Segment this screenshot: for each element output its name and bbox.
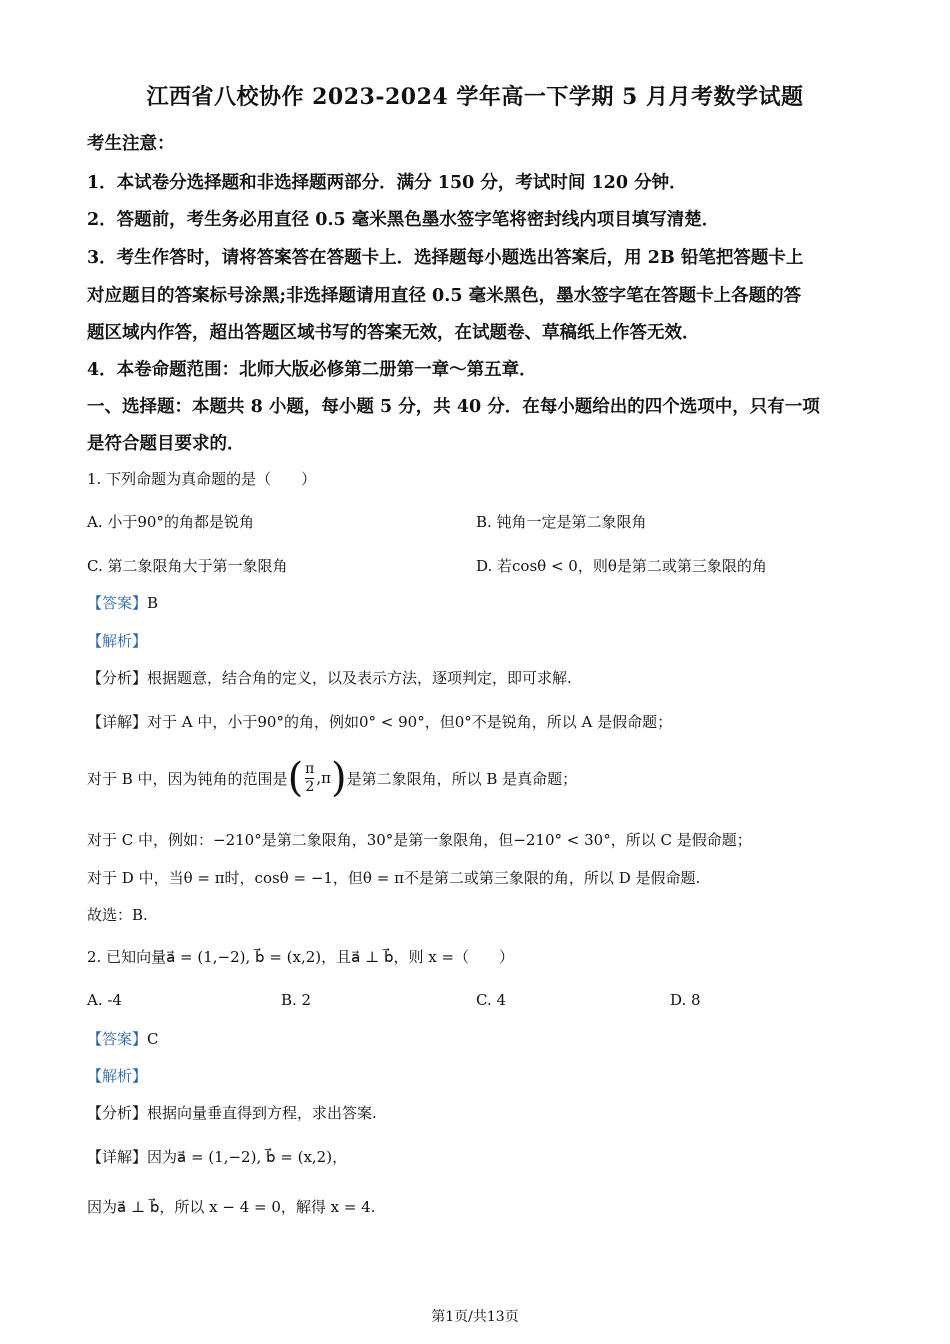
q2-xiangjie: 因为a⃗ = (1,−2), b⃗ = (x,2)， bbox=[147, 1148, 348, 1166]
notice-1: 1．本试卷分选择题和非选择题两部分．满分 150 分，考试时间 120 分钟． bbox=[87, 173, 687, 193]
left-paren: ( bbox=[287, 755, 304, 801]
notice-3-cont-2: 题区域内作答，超出答题区域书写的答案无效，在试题卷、草稿纸上作答无效． bbox=[87, 323, 700, 343]
q1-line-d: 对于 D 中，当θ = π时，cosθ = −1，但θ = π不是第二或第三象限的角，所以 D 是假命题. bbox=[87, 869, 701, 887]
q2-answer-line bbox=[87, 1028, 159, 1049]
q1-answer: B bbox=[147, 594, 159, 612]
q2-conclusion: 因为a⃗ ⊥ b⃗，所以 x − 4 = 0，解得 x = 4. bbox=[87, 1198, 376, 1216]
q1-answer-line bbox=[87, 592, 158, 613]
q1-fenxi: 根据题意，结合角的定义，以及表示方法，逐项判定，即可求解. bbox=[147, 669, 572, 687]
page-footer: 第1页/共13页 bbox=[431, 1309, 519, 1325]
q2-answer: C bbox=[147, 1030, 159, 1048]
q1-conclusion: 故选：B. bbox=[87, 906, 148, 924]
fraction-pi-over-2 bbox=[305, 761, 314, 794]
xiangjie-tag: 【详解】 bbox=[87, 713, 148, 731]
section-heading-cont: 是符合题目要求的． bbox=[87, 434, 245, 454]
q2-fenxi-line bbox=[87, 1102, 377, 1123]
q1-xiangjie-line bbox=[87, 711, 672, 732]
fenxi-tag: 【分析】 bbox=[87, 1104, 148, 1122]
q1-line-b-post: 是第二象限角，所以 B 是真命题； bbox=[346, 769, 578, 788]
q1-option-d: D. 若cosθ < 0，则θ是第二或第三象限的角 bbox=[476, 557, 767, 575]
q1-line-b-pre: 对于 B 中，因为钝角的范围是 bbox=[87, 769, 288, 788]
q2-option-d: D. 8 bbox=[670, 991, 701, 1009]
fraction-denominator: 2 bbox=[305, 778, 315, 795]
q1-xiangjie-a: 对于 A 中，小于90°的角，例如0° < 90°，但0°不是锐角，所以 A 是假命题； bbox=[147, 713, 673, 731]
notice-4: 4．本卷命题范围：北师大版必修第二册第一章～第五章． bbox=[87, 360, 537, 380]
q1-fenxi-line bbox=[87, 667, 572, 688]
exam-title: 江西省八校协作 2023-2024 学年高一下学期 5 月月考数学试题 bbox=[146, 84, 804, 110]
q2-fenxi: 根据向量垂直得到方程，求出答案. bbox=[147, 1104, 377, 1122]
q1-line-b-after: ,π bbox=[316, 769, 332, 787]
notice-3-cont-1: 对应题目的答案标号涂黑;非选择题请用直径 0.5 毫米黑色，墨水签字笔在答题卡上各题的答 bbox=[87, 286, 802, 306]
xiangjie-tag: 【详解】 bbox=[87, 1148, 148, 1166]
notice-heading: 考生注意： bbox=[87, 134, 175, 154]
answer-tag: 【答案】 bbox=[87, 1030, 148, 1048]
q2-option-c: C. 4 bbox=[476, 991, 507, 1009]
fraction-numerator: π bbox=[305, 761, 315, 778]
q1-line-c: 对于 C 中，例如：−210°是第二象限角，30°是第一象限角，但−210° < 30°，所以 C 是假命题； bbox=[87, 831, 752, 849]
q2-stem: 2. 已知向量a⃗ = (1,−2), b⃗ = (x,2)，且a⃗ ⊥ b⃗，则 x =（ ） bbox=[87, 948, 515, 966]
q2-analysis-tag: 【解析】 bbox=[87, 1067, 148, 1085]
q1-option-c: C. 第二象限角大于第一象限角 bbox=[87, 557, 288, 575]
q1-option-b: B. 钝角一定是第二象限角 bbox=[476, 513, 647, 531]
q2-option-a: A. -4 bbox=[87, 991, 122, 1009]
q1-line-b bbox=[87, 755, 578, 801]
q1-stem: 1. 下列命题为真命题的是（ ） bbox=[87, 470, 317, 488]
q1-analysis-tag: 【解析】 bbox=[87, 632, 148, 650]
answer-tag: 【答案】 bbox=[87, 594, 148, 612]
q1-option-a: A. 小于90°的角都是锐角 bbox=[87, 513, 254, 531]
notice-2: 2．答题前，考生务必用直径 0.5 毫米黑色墨水签字笔将密封线内项目填写清楚． bbox=[87, 210, 720, 230]
section-heading: 一、选择题：本题共 8 小题，每小题 5 分，共 40 分．在每小题给出的四个选项中，只有一项 bbox=[87, 397, 820, 417]
notice-3: 3．考生作答时，请将答案答在答题卡上．选择题每小题选出答案后，用 2B 铅笔把答题卡上 bbox=[87, 248, 804, 268]
fenxi-tag: 【分析】 bbox=[87, 669, 148, 687]
q2-xiangjie-line bbox=[87, 1146, 347, 1167]
right-paren: ) bbox=[331, 755, 347, 801]
q2-option-b: B. 2 bbox=[281, 991, 312, 1009]
